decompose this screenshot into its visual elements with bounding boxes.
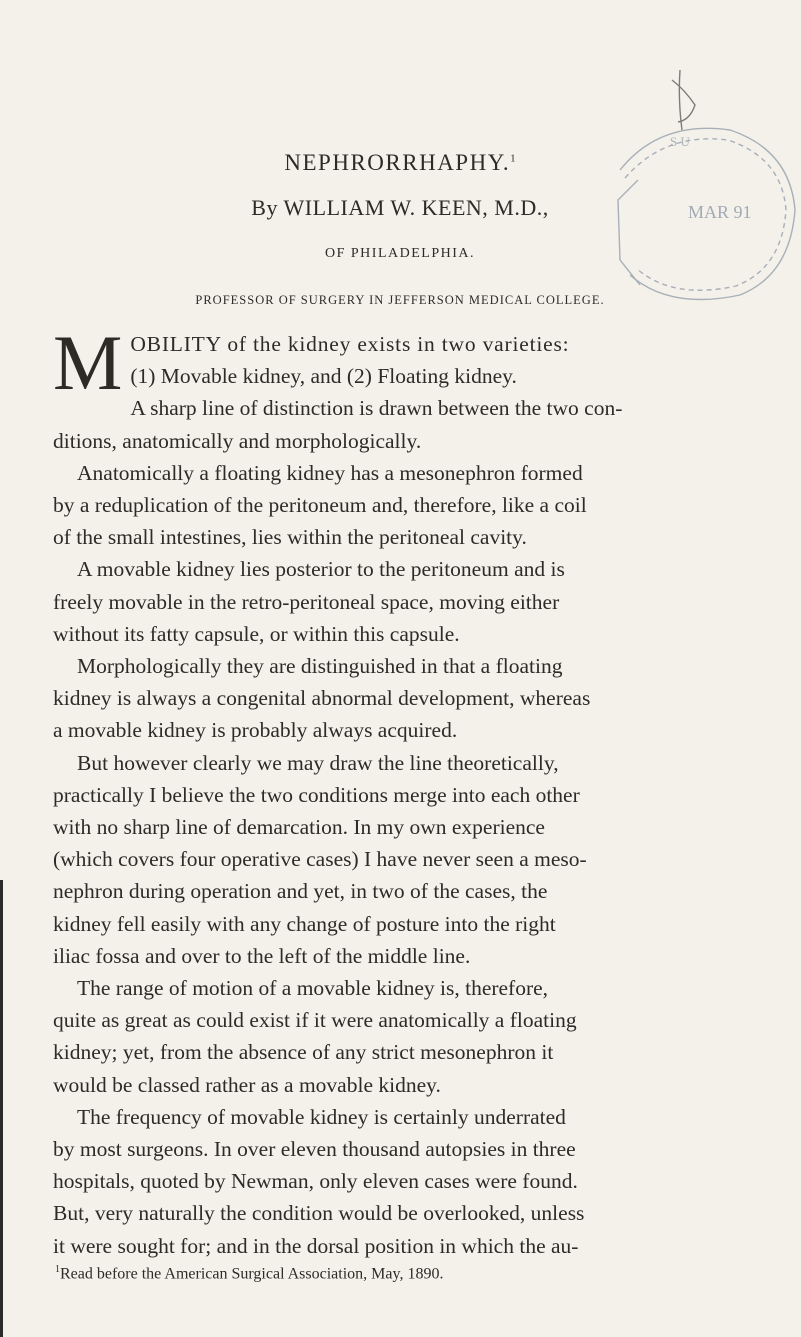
body-line: with no sharp line of demarcation. In my own experience [53, 815, 545, 840]
body-line: kidney; yet, from the absence of any strict mesonephron it [53, 1040, 554, 1065]
body-line: practically I believe the two conditions merge into each other [53, 782, 580, 807]
stamp-date: MAR 91 [688, 202, 752, 222]
author-position: PROFESSOR OF SURGERY IN JEFFERSON MEDICAL COLLEGE. [195, 293, 605, 307]
article-title: NEPHRORRHAPHY.$^1$ [284, 150, 516, 175]
body-line: kidney is always a congenital abnormal development, whereas [53, 686, 591, 711]
footnote-text: Read before the American Surgical Association, May, 1890. [60, 1265, 444, 1283]
body-line: quite as great as could exist if it were anatomically a floating [53, 1008, 577, 1033]
body-line: (1) Movable kidney, and (2) Floating kidney. [130, 364, 517, 389]
opening-paragraph [53, 319, 775, 406]
body-line: by a reduplication of the peritoneum and, therefore, like a coil [53, 493, 587, 518]
body-line: But, very naturally the condition would be overlooked, unless [53, 1201, 585, 1226]
author-line: By WILLIAM W. KEEN, M.D., [251, 195, 549, 220]
title-footnote-marker: 1 [510, 152, 516, 165]
body-line: by most surgeons. In over eleven thousand autopsies in three [53, 1137, 576, 1162]
body-line: A sharp line of distinction is drawn between the two con- [130, 396, 623, 421]
drop-cap: M [53, 319, 123, 406]
body-line: hospitals, quoted by Newman, only eleven cases were found. [53, 1169, 578, 1194]
body-line: The range of motion of a movable kidney is, therefore, [77, 976, 549, 1001]
body-line: The frequency of movable kidney is certainly underrated [77, 1104, 566, 1129]
footnote-marker: 1 [55, 1264, 60, 1275]
body-line: OBILITY of the kidney exists in two varieties: [130, 332, 570, 356]
footnote [55, 1264, 775, 1283]
body-line: iliac fossa and over to the left of the middle line. [53, 943, 471, 968]
page-edge-shadow [0, 880, 3, 1337]
body-line: nephron during operation and yet, in two of the cases, the [53, 879, 548, 904]
body-line: Morphologically they are distinguished in that a floating [77, 654, 563, 679]
body-line: a movable kidney is probably always acquired. [53, 718, 458, 743]
svg-text:S U: S U [670, 134, 690, 149]
body-line: would be classed rather as a movable kidney. [53, 1072, 441, 1097]
body-line: (which covers four operative cases) I have never seen a meso- [53, 847, 587, 872]
body-line: A movable kidney lies posterior to the peritoneum and is [77, 557, 565, 582]
body-line: Anatomically a floating kidney has a mesonephron formed [77, 460, 583, 485]
author-city: OF PHILADELPHIA. [325, 246, 475, 261]
body-line: But however clearly we may draw the line theoretically, [77, 750, 559, 775]
body-line: ditions, anatomically and morphologically. [53, 428, 422, 453]
body-text [53, 319, 775, 1262]
body-line: freely movable in the retro-peritoneal space, moving either [53, 589, 560, 614]
body-line: of the small intestines, lies within the peritoneal cavity. [53, 525, 527, 550]
body-line: it were sought for; and in the dorsal position in which the au- [53, 1233, 579, 1258]
body-line: without its fatty capsule, or within this capsule. [53, 621, 460, 646]
body-line: kidney fell easily with any change of posture into the right [53, 911, 556, 936]
library-stamp-icon [560, 60, 800, 320]
